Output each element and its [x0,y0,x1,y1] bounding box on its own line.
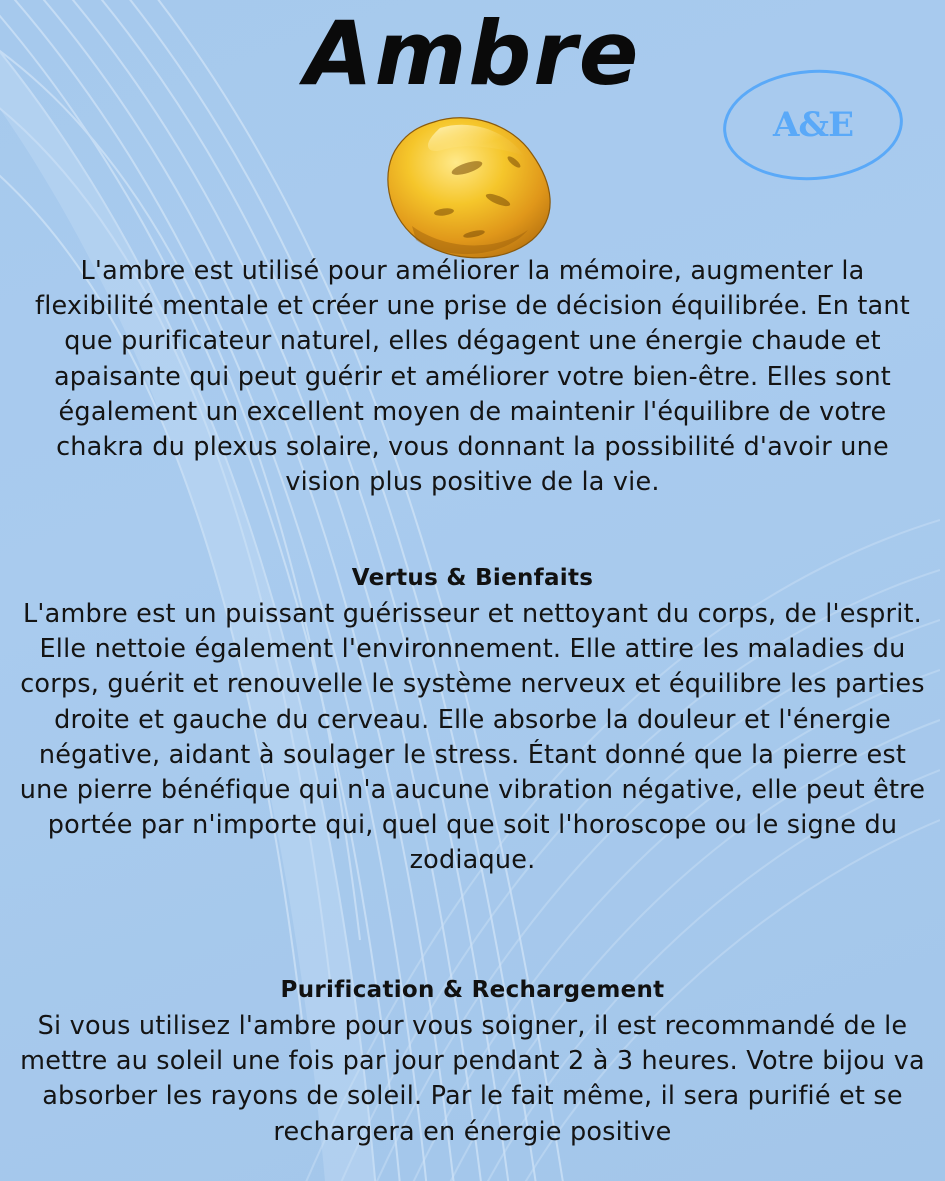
section-body-vertus: L'ambre est un puissant guérisseur et nettoyant du corps, de l'esprit. Elle nettoie également l'environnement. Elle attire les maladies du corps, guérit et renouvelle le système nerveux et équilibre les parties droite et gauche du cerveau. Elle absorbe la douleur et l'énergie négative, aidant à soulager le stress. Étant donné que la pierre est une pierre bénéfique qui n'a aucune vibration négative, elle peut être portée par n'importe qui, quel que soit l'horoscope ou le signe du zodiaque. [19,599,926,876]
section-heading-vertus: Vertus & Bienfaits [351,565,594,591]
intro-paragraph: L'ambre est utilisé pour améliorer la mémoire, augmenter la flexibilité mentale et créer une prise de décision équilibrée. En tant que purificateur naturel, elles dégagent une énergie chaude et apaisante qui peut guérir et améliorer votre bien-être. Elles sont également un excellent moyen de maintenir l'équilibre de votre chakra du plexus solaire, vous donnant la possibilité d'avoir une vision plus positive de la vie. [35,256,910,498]
logo-text: A&E [773,105,853,145]
logo [723,70,903,180]
page-title: Ambre [304,2,641,105]
section-body-purification: Si vous utilisez l'ambre pour vous soigner, il est recommandé de le mettre au soleil une fois par jour pendant 2 à 3 heures. Votre bijou va absorber les rayons de soleil. Par le fait même, il sera purifié et se rechargera en énergie positive [20,1011,925,1147]
section-heading-purification: Purification & Rechargement [280,977,665,1003]
amber-stone-icon [372,108,572,268]
amber-stone-photo [372,108,572,268]
